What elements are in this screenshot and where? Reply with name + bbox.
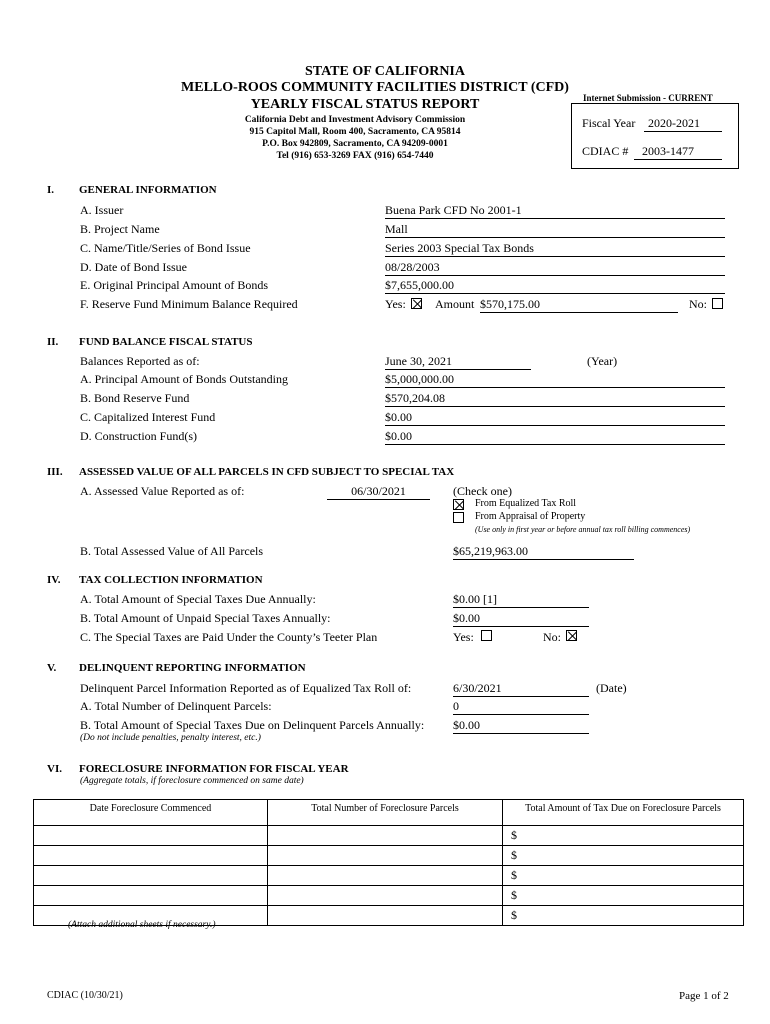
- cap-interest-value: $0.00: [385, 410, 725, 426]
- teeter-label: C. The Special Taxes are Paid Under the County’s Teeter Plan: [80, 630, 378, 644]
- header-line3: YEARLY FISCAL STATUS REPORT: [250, 97, 480, 112]
- outstanding-value: $5,000,000.00: [385, 372, 725, 388]
- fiscal-year-label: Fiscal Year: [582, 116, 636, 130]
- delinquent-amount-label: B. Total Amount of Special Taxes Due on Delinquent Parcels Annually:: [80, 718, 425, 732]
- amount-cell[interactable]: $: [503, 826, 744, 846]
- table-row: [34, 886, 744, 906]
- attach-note: (Attach additional sheets if necessary.): [68, 920, 216, 930]
- cap-interest-label: C. Capitalized Interest Fund: [80, 410, 216, 424]
- agency-pobox: P.O. Box 942809, Sacramento, CA 94209-0001: [262, 139, 448, 149]
- delinquent-roll-label: Delinquent Parcel Information Reported as of Equalized Tax Roll of:: [80, 681, 412, 695]
- agency-address: 915 Capitol Mall, Room 400, Sacramento, CA 95814: [249, 127, 461, 137]
- agency-name: California Debt and Investment Advisory Commission: [244, 115, 466, 125]
- table-row: [34, 866, 744, 886]
- teeter-no-label: No:: [543, 630, 561, 644]
- section-3-title: ASSESSED VALUE OF ALL PARCELS IN CFD SUBJECT TO SPECIAL TAX: [79, 466, 455, 478]
- col-parcels-header: Total Number of Foreclosure Parcels: [268, 800, 503, 826]
- header-line1: STATE OF CALIFORNIA: [305, 64, 465, 79]
- unpaid-taxes-value: $0.00: [453, 611, 589, 627]
- reserve-amount-value: $570,175.00: [480, 297, 678, 313]
- section-2-number: II.: [47, 336, 59, 348]
- reserve-yes-label: Yes:: [385, 297, 406, 311]
- page-number: Page 1 of 2: [679, 990, 729, 1002]
- reserve-no-label: No:: [689, 297, 707, 311]
- project-value: Mall: [385, 222, 725, 238]
- form-id: CDIAC (10/30/21): [47, 990, 123, 1001]
- table-row: [34, 826, 744, 846]
- section-2-title: FUND BALANCE FISCAL STATUS: [79, 336, 253, 348]
- reserve-label: F. Reserve Fund Minimum Balance Required: [80, 297, 298, 311]
- delinquent-date-label: (Date): [596, 681, 627, 695]
- outstanding-label: A. Principal Amount of Bonds Outstanding: [80, 372, 288, 386]
- date-cell[interactable]: [34, 886, 268, 906]
- project-label: B. Project Name: [80, 222, 160, 236]
- header-line2: MELLO-ROOS COMMUNITY FACILITIES DISTRICT (CFD): [181, 80, 569, 95]
- delinquent-note: (Do not include penalties, penalty interest, etc.): [80, 733, 261, 743]
- appraisal-label: From Appraisal of Property: [475, 511, 586, 522]
- section-4-number: IV.: [47, 574, 61, 586]
- issuer-value: Buena Park CFD No 2001-1: [385, 203, 725, 219]
- taxes-due-value: $0.00 [1]: [453, 592, 589, 608]
- series-value: Series 2003 Special Tax Bonds: [385, 241, 725, 257]
- section-6-number: VI.: [47, 763, 62, 775]
- teeter-yes-label: Yes:: [453, 630, 474, 644]
- issuer-label: A. Issuer: [80, 203, 124, 217]
- construction-label: D. Construction Fund(s): [80, 429, 197, 443]
- parcels-cell[interactable]: [268, 846, 503, 866]
- reserve-yes-checkbox[interactable]: [411, 298, 422, 309]
- parcels-cell[interactable]: [268, 866, 503, 886]
- parcels-cell[interactable]: [268, 826, 503, 846]
- delinquent-number-value: 0: [453, 699, 589, 715]
- fiscal-year-value: 2020-2021: [644, 116, 722, 132]
- reserve-amount-label: Amount: [435, 297, 475, 311]
- section-4-title: TAX COLLECTION INFORMATION: [79, 574, 263, 586]
- agency-phone: Tel (916) 653-3269 FAX (916) 654-7440: [276, 151, 434, 161]
- date-cell[interactable]: [34, 846, 268, 866]
- date-cell[interactable]: [34, 826, 268, 846]
- teeter-no-checkbox[interactable]: [566, 630, 577, 641]
- parcels-cell[interactable]: [268, 906, 503, 926]
- bond-date-label: D. Date of Bond Issue: [80, 260, 187, 274]
- col-date-header: Date Foreclosure Commenced: [34, 800, 268, 826]
- col-amount-header: Total Amount of Tax Due on Foreclosure Parcels: [503, 800, 744, 826]
- amount-cell[interactable]: $: [503, 906, 744, 926]
- total-assessed-value: $65,219,963.00: [453, 544, 634, 560]
- section-1-number: I.: [47, 184, 55, 196]
- fiscal-info-box: [571, 103, 739, 169]
- year-label: (Year): [587, 354, 618, 368]
- section-3-number: III.: [47, 466, 63, 478]
- appraisal-checkbox[interactable]: [453, 512, 464, 523]
- amount-cell[interactable]: $: [503, 846, 744, 866]
- section-1-title: GENERAL INFORMATION: [79, 184, 217, 196]
- reserve-fund-label: B. Bond Reserve Fund: [80, 391, 190, 405]
- cdiac-number: 2003-1477: [634, 144, 722, 160]
- bond-date-value: 08/28/2003: [385, 260, 725, 276]
- cdiac-label: CDIAC #: [582, 144, 629, 158]
- balances-label: Balances Reported as of:: [80, 354, 200, 368]
- table-row: [34, 846, 744, 866]
- parcels-cell[interactable]: [268, 886, 503, 906]
- reserve-fund-value: $570,204.08: [385, 391, 725, 407]
- reserve-no-checkbox[interactable]: [712, 298, 723, 309]
- amount-cell[interactable]: $: [503, 886, 744, 906]
- assessed-date-label: A. Assessed Value Reported as of:: [80, 484, 245, 498]
- section-5-number: V.: [47, 662, 57, 674]
- teeter-yes-checkbox[interactable]: [481, 630, 492, 641]
- check-one-label: (Check one): [453, 484, 512, 498]
- section-6-title: FORECLOSURE INFORMATION FOR FISCAL YEAR: [79, 763, 349, 775]
- delinquent-amount-value: $0.00: [453, 718, 589, 734]
- balances-date: June 30, 2021: [385, 354, 531, 370]
- equalized-roll-checkbox[interactable]: [453, 499, 464, 510]
- appraisal-note: (Use only in first year or before annual tax roll billing commences): [475, 525, 691, 534]
- unpaid-taxes-label: B. Total Amount of Unpaid Special Taxes Annually:: [80, 611, 331, 625]
- delinquent-number-label: A. Total Number of Delinquent Parcels:: [80, 699, 272, 713]
- principal-label: E. Original Principal Amount of Bonds: [80, 278, 268, 292]
- foreclosure-table: [33, 799, 744, 926]
- amount-cell[interactable]: $: [503, 866, 744, 886]
- series-label: C. Name/Title/Series of Bond Issue: [80, 241, 251, 255]
- assessed-date-value: 06/30/2021: [327, 484, 430, 500]
- date-cell[interactable]: [34, 866, 268, 886]
- delinquent-roll-date: 6/30/2021: [453, 681, 589, 697]
- submission-status: Internet Submission - CURRENT: [583, 93, 713, 103]
- foreclosure-header-row: [34, 800, 744, 826]
- construction-value: $0.00: [385, 429, 725, 445]
- principal-value: $7,655,000.00: [385, 278, 725, 294]
- foreclosure-subtitle: (Aggregate totals, if foreclosure commenced on same date): [80, 776, 304, 786]
- section-5-title: DELINQUENT REPORTING INFORMATION: [79, 662, 306, 674]
- total-assessed-label: B. Total Assessed Value of All Parcels: [80, 544, 264, 558]
- equalized-roll-label: From Equalized Tax Roll: [475, 498, 577, 509]
- taxes-due-label: A. Total Amount of Special Taxes Due Annually:: [80, 592, 316, 606]
